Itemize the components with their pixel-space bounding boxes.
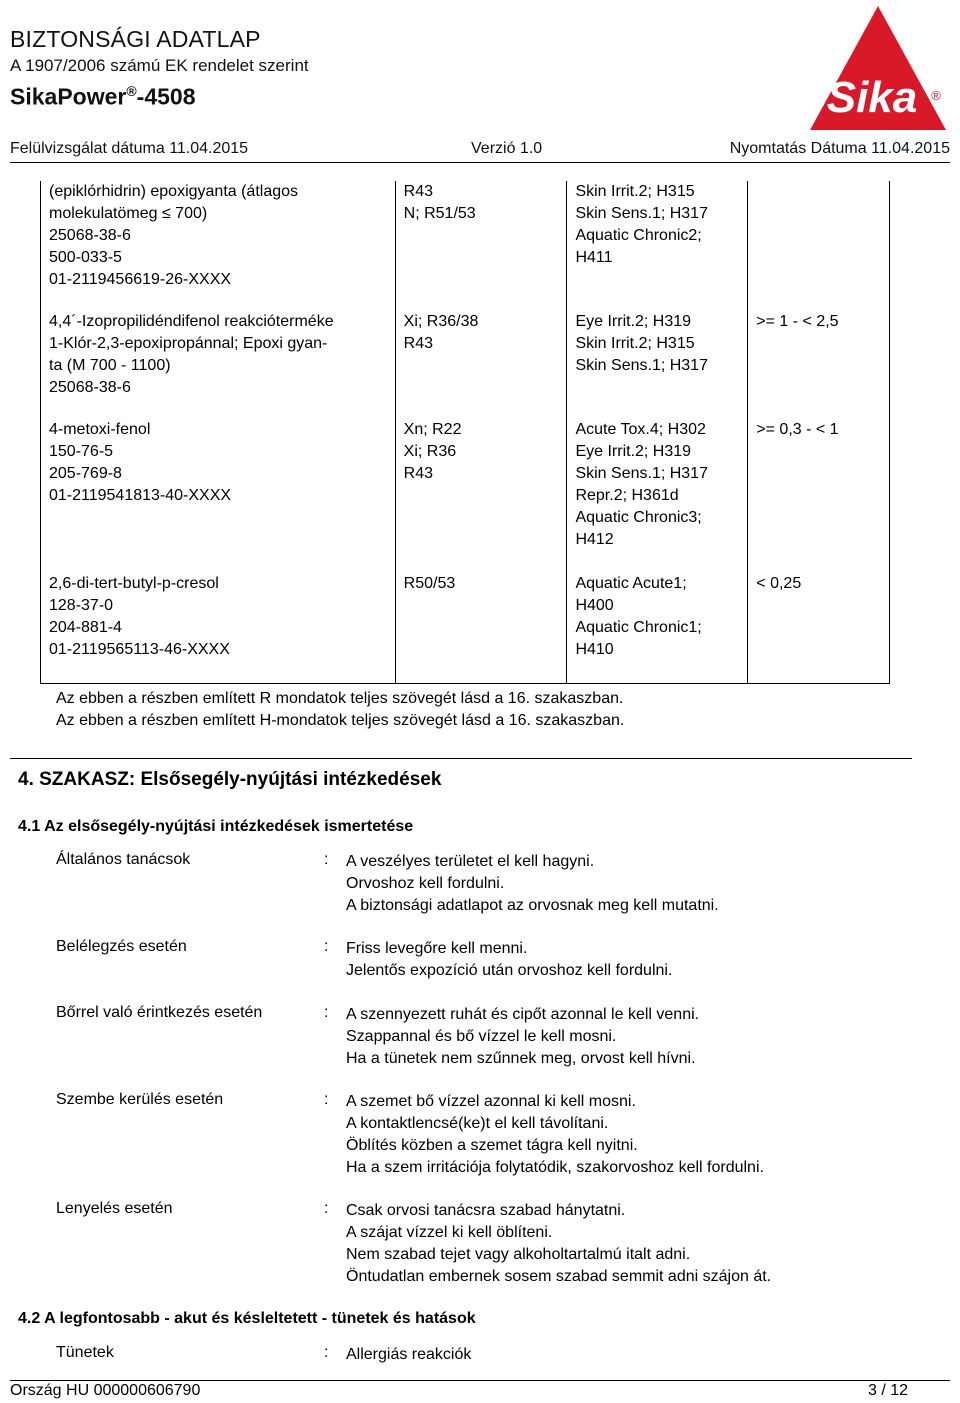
component-clp bbox=[567, 573, 748, 683]
component-classification-line: Xi; R36 bbox=[403, 443, 457, 460]
component-clp-line: Aquatic Chronic1; bbox=[575, 619, 702, 636]
component-classification-line: Xn; R22 bbox=[403, 421, 462, 438]
first-aid-line: Nem szabad tejet vagy alkoholtartalmú italt adni. bbox=[346, 1246, 691, 1263]
first-aid-colon: : bbox=[324, 938, 329, 955]
first-aid-line: A veszélyes területet el kell hagyni. bbox=[346, 853, 595, 870]
symptoms-colon: : bbox=[324, 1344, 329, 1361]
symptoms-value: Allergiás reakciók bbox=[346, 1346, 472, 1363]
section-4-title: 4. SZAKASZ: Elsősegély-nyújtási intézkedések bbox=[18, 769, 442, 790]
first-aid-colon: : bbox=[324, 851, 329, 868]
first-aid-instructions bbox=[346, 1091, 764, 1179]
component-name-line: 25068-38-6 bbox=[49, 379, 131, 396]
component-name-line: 25068-38-6 bbox=[49, 227, 131, 244]
component-name-line: 128-37-0 bbox=[49, 597, 114, 614]
version: Verzió 1.0 bbox=[471, 140, 543, 157]
first-aid-label: Bőrrel való érintkezés esetén bbox=[56, 1004, 263, 1021]
print-date: Nyomtatás Dátuma 11.04.2015 bbox=[729, 140, 950, 157]
component-clp-line: H412 bbox=[575, 531, 614, 548]
footer-divider bbox=[10, 1380, 950, 1381]
component-classification-line: R43 bbox=[403, 465, 434, 482]
component-classification bbox=[395, 311, 567, 419]
logo-text: Sika bbox=[826, 73, 918, 122]
component-name bbox=[41, 311, 396, 419]
note-r-phrases: Az ebben a részben említett R mondatok teljes szövegét lásd a 16. szakaszban. bbox=[56, 690, 624, 707]
component-classification-line: R43 bbox=[403, 335, 434, 352]
component-concentration bbox=[748, 573, 890, 683]
first-aid-line: A szemet bő vízzel azonnal ki kell mosni. bbox=[346, 1093, 636, 1110]
component-row bbox=[41, 419, 890, 573]
first-aid-instructions bbox=[346, 938, 672, 982]
component-clp bbox=[567, 181, 748, 311]
component-name-line: 01-2119541813-40-XXXX bbox=[49, 487, 232, 504]
first-aid-line: Friss levegőre kell menni. bbox=[346, 940, 528, 957]
first-aid-label: Belélegzés esetén bbox=[56, 938, 187, 955]
first-aid-line: Ha a szem irritációja folytatódik, szakorvoshoz kell fordulni. bbox=[346, 1159, 764, 1176]
component-clp-line: Skin Irrit.2; H315 bbox=[575, 183, 695, 200]
component-name-line: 4,4´-Izopropilidéndifenol reakcióterméke bbox=[49, 313, 334, 330]
component-clp-line: Eye Irrit.2; H319 bbox=[575, 443, 692, 460]
product-name bbox=[10, 83, 196, 111]
component-name bbox=[41, 181, 396, 311]
first-aid-line: Öntudatlan embernek sosem szabad semmit adni szájon át. bbox=[346, 1268, 772, 1285]
component-name-line: 01-2119456619-26-XXXX bbox=[49, 271, 232, 288]
subsection-4-1-title: 4.1 Az elsősegély-nyújtási intézkedések ismertetése bbox=[18, 818, 414, 835]
first-aid-line: A szennyezett ruhát és cipőt azonnal le kell venni. bbox=[346, 1006, 700, 1023]
component-clp-line: Aquatic Chronic2; bbox=[575, 227, 702, 244]
component-name bbox=[41, 419, 396, 573]
component-classification bbox=[395, 573, 567, 683]
first-aid-line: A biztonsági adatlapot az orvosnak meg kell mutatni. bbox=[346, 897, 719, 914]
header-divider bbox=[10, 162, 950, 163]
first-aid-colon: : bbox=[324, 1200, 329, 1217]
component-name-line: 500-033-5 bbox=[49, 249, 122, 266]
symptoms-label: Tünetek bbox=[56, 1344, 114, 1361]
component-concentration-line: >= 1 - < 2,5 bbox=[756, 313, 839, 330]
component-concentration bbox=[748, 419, 890, 573]
first-aid-colon: : bbox=[324, 1004, 329, 1021]
document-title: BIZTONSÁGI ADATLAP bbox=[10, 26, 261, 52]
component-clp-line: Skin Sens.1; H317 bbox=[575, 357, 708, 374]
component-name-line: 205-769-8 bbox=[49, 465, 122, 482]
component-clp-line: Repr.2; H361d bbox=[575, 487, 679, 504]
component-name-line: 2,6-di-tert-butyl-p-cresol bbox=[49, 575, 219, 592]
page-number: 3 / 12 bbox=[867, 1382, 908, 1399]
component-concentration-line: < 0,25 bbox=[756, 575, 802, 592]
component-row bbox=[41, 573, 890, 683]
component-clp-line: Aquatic Acute1; bbox=[575, 575, 687, 592]
first-aid-line: Öblítés közben a szemet tágra kell nyitni. bbox=[346, 1137, 638, 1154]
first-aid-line: A kontaktlencsé(ke)t el kell távolítani. bbox=[346, 1115, 609, 1132]
component-classification-line: Xi; R36/38 bbox=[403, 313, 479, 330]
component-name-line: ta (M 700 - 1100) bbox=[49, 357, 171, 374]
first-aid-label: Lenyelés esetén bbox=[56, 1200, 173, 1217]
first-aid-instructions bbox=[346, 1200, 771, 1288]
component-classification bbox=[395, 419, 567, 573]
component-clp-line: Eye Irrit.2; H319 bbox=[575, 313, 692, 330]
first-aid-line: Szappannal és bő vízzel le kell mosni. bbox=[346, 1028, 617, 1045]
first-aid-line: Orvoshoz kell fordulni. bbox=[346, 875, 505, 892]
component-classification-line: N; R51/53 bbox=[403, 205, 476, 222]
component-name-line: molekulatömeg ≤ 700) bbox=[49, 205, 208, 222]
regulation-text: A 1907/2006 számú EK rendelet szerint bbox=[10, 56, 309, 75]
component-clp bbox=[567, 311, 748, 419]
sika-logo-icon bbox=[808, 4, 948, 132]
component-concentration-line: >= 0,3 - < 1 bbox=[756, 421, 839, 438]
component-classification-line: R50/53 bbox=[403, 575, 456, 592]
component-name bbox=[41, 573, 396, 683]
first-aid-instructions bbox=[346, 1004, 699, 1070]
component-classification bbox=[395, 181, 567, 311]
components-table bbox=[40, 181, 890, 684]
component-name-line: 150-76-5 bbox=[49, 443, 114, 460]
component-name-line: 01-2119565113-46-XXXX bbox=[49, 641, 230, 658]
component-clp-line: Skin Irrit.2; H315 bbox=[575, 335, 695, 352]
component-clp-line: H400 bbox=[575, 597, 614, 614]
component-name-line: 204-881-4 bbox=[49, 619, 122, 636]
first-aid-line: Ha a tünetek nem szűnnek meg, orvost kell hívni. bbox=[346, 1050, 696, 1067]
note-h-phrases: Az ebben a részben említett H-mondatok teljes szövegét lásd a 16. szakaszban. bbox=[56, 712, 625, 729]
first-aid-line: Jelentős expozíció után orvoshoz kell fordulni. bbox=[346, 962, 673, 979]
component-name-line: 1-Klór-2,3-epoxipropánnal; Epoxi gyan- bbox=[49, 335, 328, 352]
component-clp-line: H410 bbox=[575, 641, 614, 658]
component-concentration bbox=[748, 311, 890, 419]
component-row bbox=[41, 181, 890, 311]
registered-mark: ® bbox=[126, 83, 137, 99]
first-aid-label: Általános tanácsok bbox=[56, 851, 191, 868]
component-concentration bbox=[748, 181, 890, 311]
product-code: -4508 bbox=[136, 83, 196, 110]
component-clp-line: Acute Tox.4; H302 bbox=[575, 421, 706, 438]
component-clp-line: H411 bbox=[575, 249, 613, 266]
component-clp bbox=[567, 419, 748, 573]
component-name-line: 4-metoxi-fenol bbox=[49, 421, 151, 438]
component-clp-line: Skin Sens.1; H317 bbox=[575, 465, 708, 482]
component-classification-line: R43 bbox=[403, 183, 434, 200]
revision-date: Felülvizsgálat dátuma 11.04.2015 bbox=[10, 140, 249, 157]
component-clp-line: Aquatic Chronic3; bbox=[575, 509, 702, 526]
logo-reg: ® bbox=[931, 88, 941, 103]
first-aid-line: A szájat vízzel ki kell öblíteni. bbox=[346, 1224, 553, 1241]
component-name-line: (epiklórhidrin) epoxigyanta (átlagos bbox=[49, 183, 299, 200]
component-clp-line: Skin Sens.1; H317 bbox=[575, 205, 708, 222]
component-row bbox=[41, 311, 890, 419]
first-aid-line: Csak orvosi tanácsra szabad hánytatni. bbox=[346, 1202, 626, 1219]
product-brand: SikaPower bbox=[10, 83, 127, 110]
first-aid-label: Szembe kerülés esetén bbox=[56, 1091, 224, 1108]
footer-country-code: Ország HU 000000606790 bbox=[10, 1382, 201, 1399]
first-aid-colon: : bbox=[324, 1091, 329, 1108]
subsection-4-2-title: 4.2 A legfontosabb - akut és késleltetett - tünetek és hatások bbox=[18, 1310, 476, 1327]
section-divider bbox=[10, 758, 912, 759]
first-aid-instructions bbox=[346, 851, 719, 917]
